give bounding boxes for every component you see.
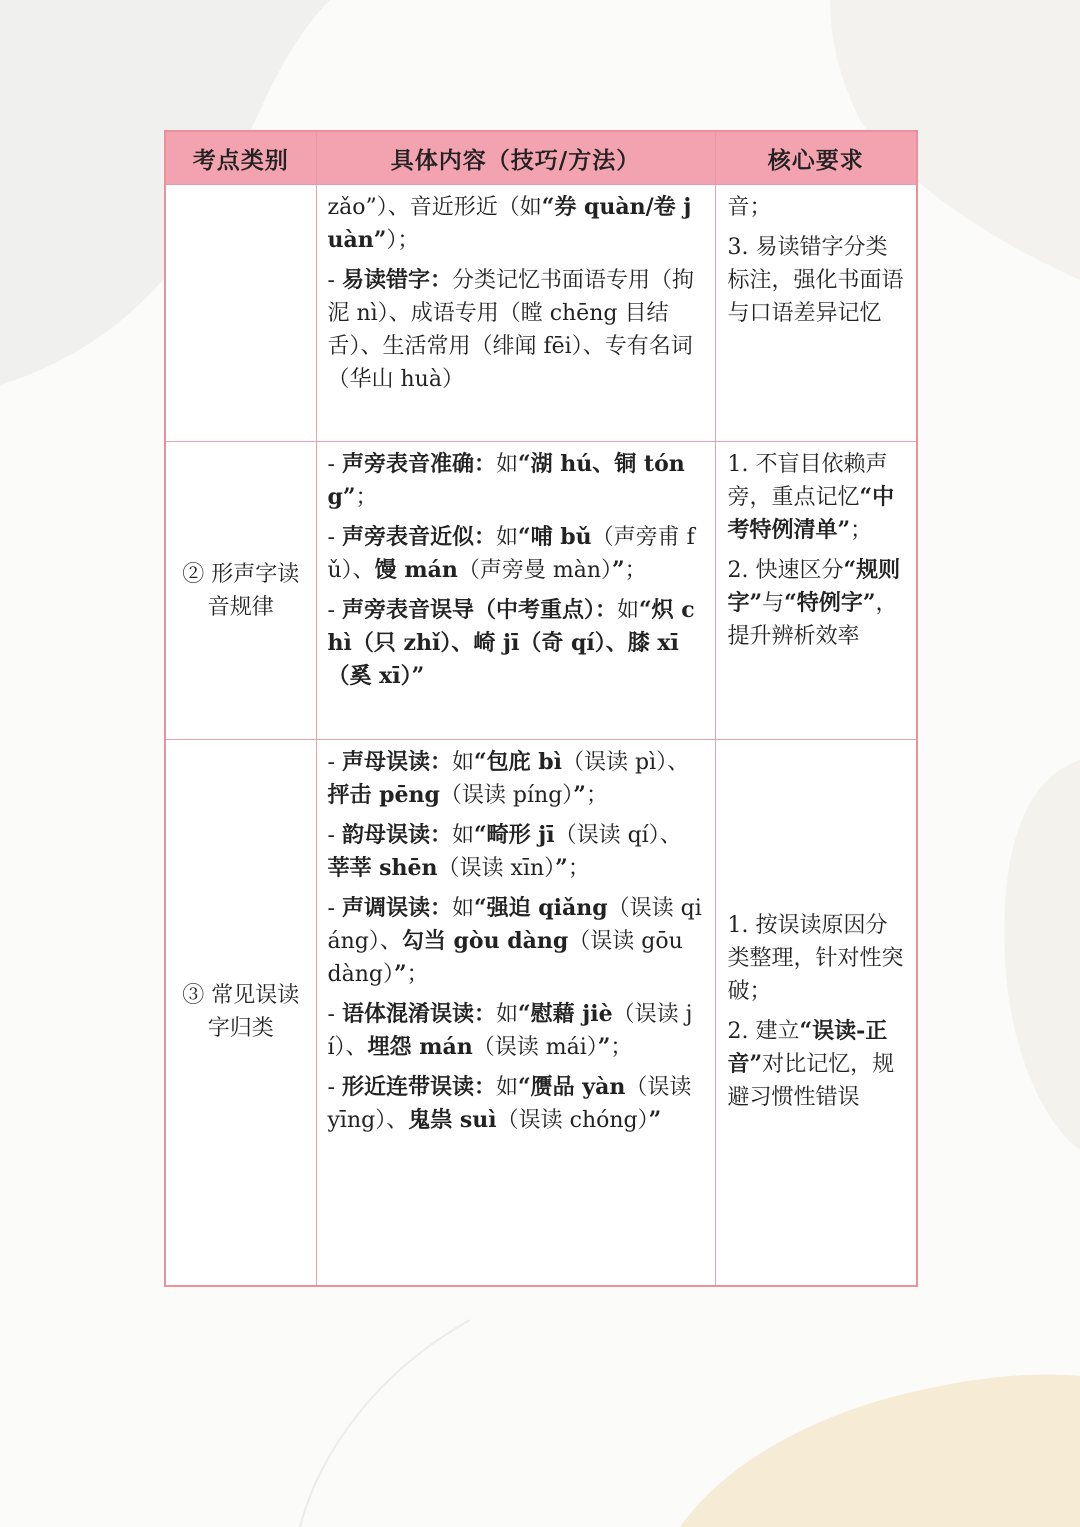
emphasis-text: “包庇 bì	[473, 749, 563, 775]
text-run: -	[327, 452, 342, 477]
emphasis-text: “规则字”	[727, 557, 901, 616]
category-cell	[165, 185, 316, 442]
text-run: （声旁曼 màn）	[457, 558, 613, 583]
text-run: （误读 pì）、	[562, 750, 690, 775]
emphasis-text: 易读错字：	[341, 267, 452, 293]
emphasis-text: 语体混淆误读：	[341, 1001, 496, 1027]
emphasis-text: 形近连带误读：	[341, 1074, 496, 1100]
requirements-cell	[715, 185, 917, 442]
table-header-row	[165, 131, 917, 185]
text-run: 3. 易读错字分类标注，强化书面语与口语差异记忆	[727, 235, 904, 326]
text-run: ；	[585, 783, 608, 808]
emphasis-text: 鬼祟 suì	[408, 1107, 497, 1133]
header-requirements: 核心要求	[715, 131, 917, 185]
text-run: 如	[616, 598, 639, 623]
category-cell: ② 形声字读音规律	[165, 442, 316, 740]
emphasis-text: “中考特例清单”	[727, 484, 895, 543]
emphasis-text: ”	[648, 1107, 662, 1133]
text-run: 如	[495, 525, 518, 550]
text-run: ；	[406, 962, 429, 987]
text-run: zǎo”）、音近形近（如	[327, 195, 542, 220]
requirement-item	[728, 191, 907, 224]
emphasis-text: 声旁表音误导（中考重点）：	[341, 597, 617, 623]
requirement-item	[728, 909, 907, 1008]
emphasis-text: “误读-正音”	[727, 1017, 888, 1077]
content-cell	[316, 740, 715, 1286]
text-run: （误读 qiáng）、	[327, 896, 702, 954]
emphasis-text: 抨击 pēng	[327, 782, 440, 808]
emphasis-text: ”	[393, 961, 407, 987]
content-paragraph	[328, 746, 704, 812]
table-row	[165, 185, 917, 442]
text-run: 1. 不盲目依赖声旁，重点记忆	[727, 452, 888, 510]
emphasis-text: 埋怨 mán	[367, 1034, 473, 1060]
text-run: -	[327, 598, 342, 623]
text-run: ；	[610, 1035, 633, 1060]
text-run: -	[327, 268, 342, 293]
requirements-cell	[715, 740, 917, 1286]
emphasis-text: ”	[573, 782, 586, 808]
text-run: 如	[495, 1002, 518, 1027]
content-paragraph	[328, 892, 704, 991]
reading-rules-table	[164, 130, 918, 1287]
content-paragraph	[328, 819, 704, 885]
content-paragraph	[328, 521, 704, 587]
text-run: 对比记忆，规避习惯性错误	[727, 1051, 895, 1110]
text-run: （声旁甫 fǔ）、	[327, 525, 695, 583]
category-cell: ③ 常见误读字归类	[165, 740, 316, 1286]
text-run: （误读 yīng）、	[327, 1075, 692, 1133]
text-run: -	[327, 1002, 342, 1027]
content-cell	[316, 442, 715, 740]
emphasis-text: ”	[555, 855, 568, 881]
text-run: ；	[624, 558, 647, 583]
text-run: 如	[451, 896, 474, 921]
text-run: ；	[850, 518, 873, 543]
emphasis-text: 勾当 gòu dàng	[401, 928, 569, 954]
emphasis-text: 声母误读：	[341, 749, 452, 775]
text-run: 与	[762, 591, 785, 616]
emphasis-text: “炽 chì（只 zhǐ）、崎 jī（奇 qí）、膝 xī（奚 xī）”	[327, 597, 695, 689]
emphasis-text: 声调误读：	[341, 895, 452, 921]
text-run: -	[327, 823, 342, 848]
header-category: 考点类别	[165, 131, 316, 185]
content-cell	[316, 185, 715, 442]
text-run: （误读 qí）、	[554, 823, 682, 848]
text-run: 如	[495, 452, 518, 477]
header-content: 具体内容（技巧/方法）	[316, 131, 715, 185]
content-paragraph	[328, 191, 704, 257]
text-run: （误读 gōu dàng）	[327, 929, 683, 987]
text-run: 2. 快速区分	[727, 558, 844, 583]
text-run: 如	[451, 750, 474, 775]
content-paragraph	[328, 1071, 704, 1137]
emphasis-text: 韵母误读：	[341, 822, 452, 848]
text-run: 1. 按误读原因分类整理，针对性突破；	[727, 912, 904, 1004]
emphasis-text: ”	[597, 1034, 611, 1060]
text-run: -	[327, 896, 342, 921]
text-run: -	[327, 750, 342, 775]
emphasis-text: “畸形 jī	[473, 822, 555, 848]
emphasis-text: “券 quàn/卷 juàn”	[327, 194, 692, 253]
emphasis-text: “湖 hú、铜 tóng”	[327, 451, 685, 510]
emphasis-text: “赝品 yàn	[517, 1074, 626, 1100]
text-run: （误读 chóng）	[496, 1108, 649, 1133]
text-run: ；	[567, 856, 590, 881]
text-run: -	[327, 1075, 342, 1100]
text-run: （误读 jí）、	[327, 1002, 693, 1060]
requirement-item	[728, 554, 907, 653]
emphasis-text: “慰藉 jiè	[517, 1001, 613, 1027]
emphasis-text: ”	[612, 557, 625, 583]
table-row	[165, 740, 917, 1286]
text-run: -	[327, 525, 342, 550]
text-run: 如	[451, 823, 474, 848]
text-run: （误读 xīn）	[437, 856, 556, 881]
emphasis-text: 声旁表音近似：	[341, 524, 496, 550]
text-run: 音；	[727, 195, 772, 220]
emphasis-text: 馒 mán	[374, 557, 458, 583]
requirement-item	[728, 1015, 907, 1114]
emphasis-text: “哺 bǔ	[517, 524, 592, 550]
text-run: （误读 píng）	[439, 783, 574, 808]
text-run: 2. 建立	[727, 1018, 800, 1044]
text-run: ）；	[386, 228, 420, 253]
requirement-item	[728, 231, 907, 330]
content-paragraph	[328, 448, 704, 514]
content-paragraph	[328, 594, 704, 693]
table-row	[165, 442, 917, 740]
requirement-item	[728, 448, 907, 547]
content-paragraph	[328, 264, 704, 396]
text-run: 如	[495, 1075, 518, 1100]
text-run: 分类记忆书面语专用（拘泥 nì）、成语专用（瞠 chēng 目结舌）、生活常用（绯闻 fēi）、专有名词（华山 huà）	[327, 268, 694, 392]
emphasis-text: 莘莘 shēn	[327, 855, 438, 881]
requirements-cell	[715, 442, 917, 740]
text-run: ；	[355, 485, 378, 510]
emphasis-text: “特例字”	[784, 590, 876, 616]
text-run: ，提升辨析效率	[727, 591, 898, 649]
content-paragraph	[328, 998, 704, 1064]
emphasis-text: “强迫 qiǎng	[473, 895, 608, 921]
text-run: （误读 mái）	[472, 1035, 598, 1060]
emphasis-text: 声旁表音准确：	[341, 451, 496, 477]
